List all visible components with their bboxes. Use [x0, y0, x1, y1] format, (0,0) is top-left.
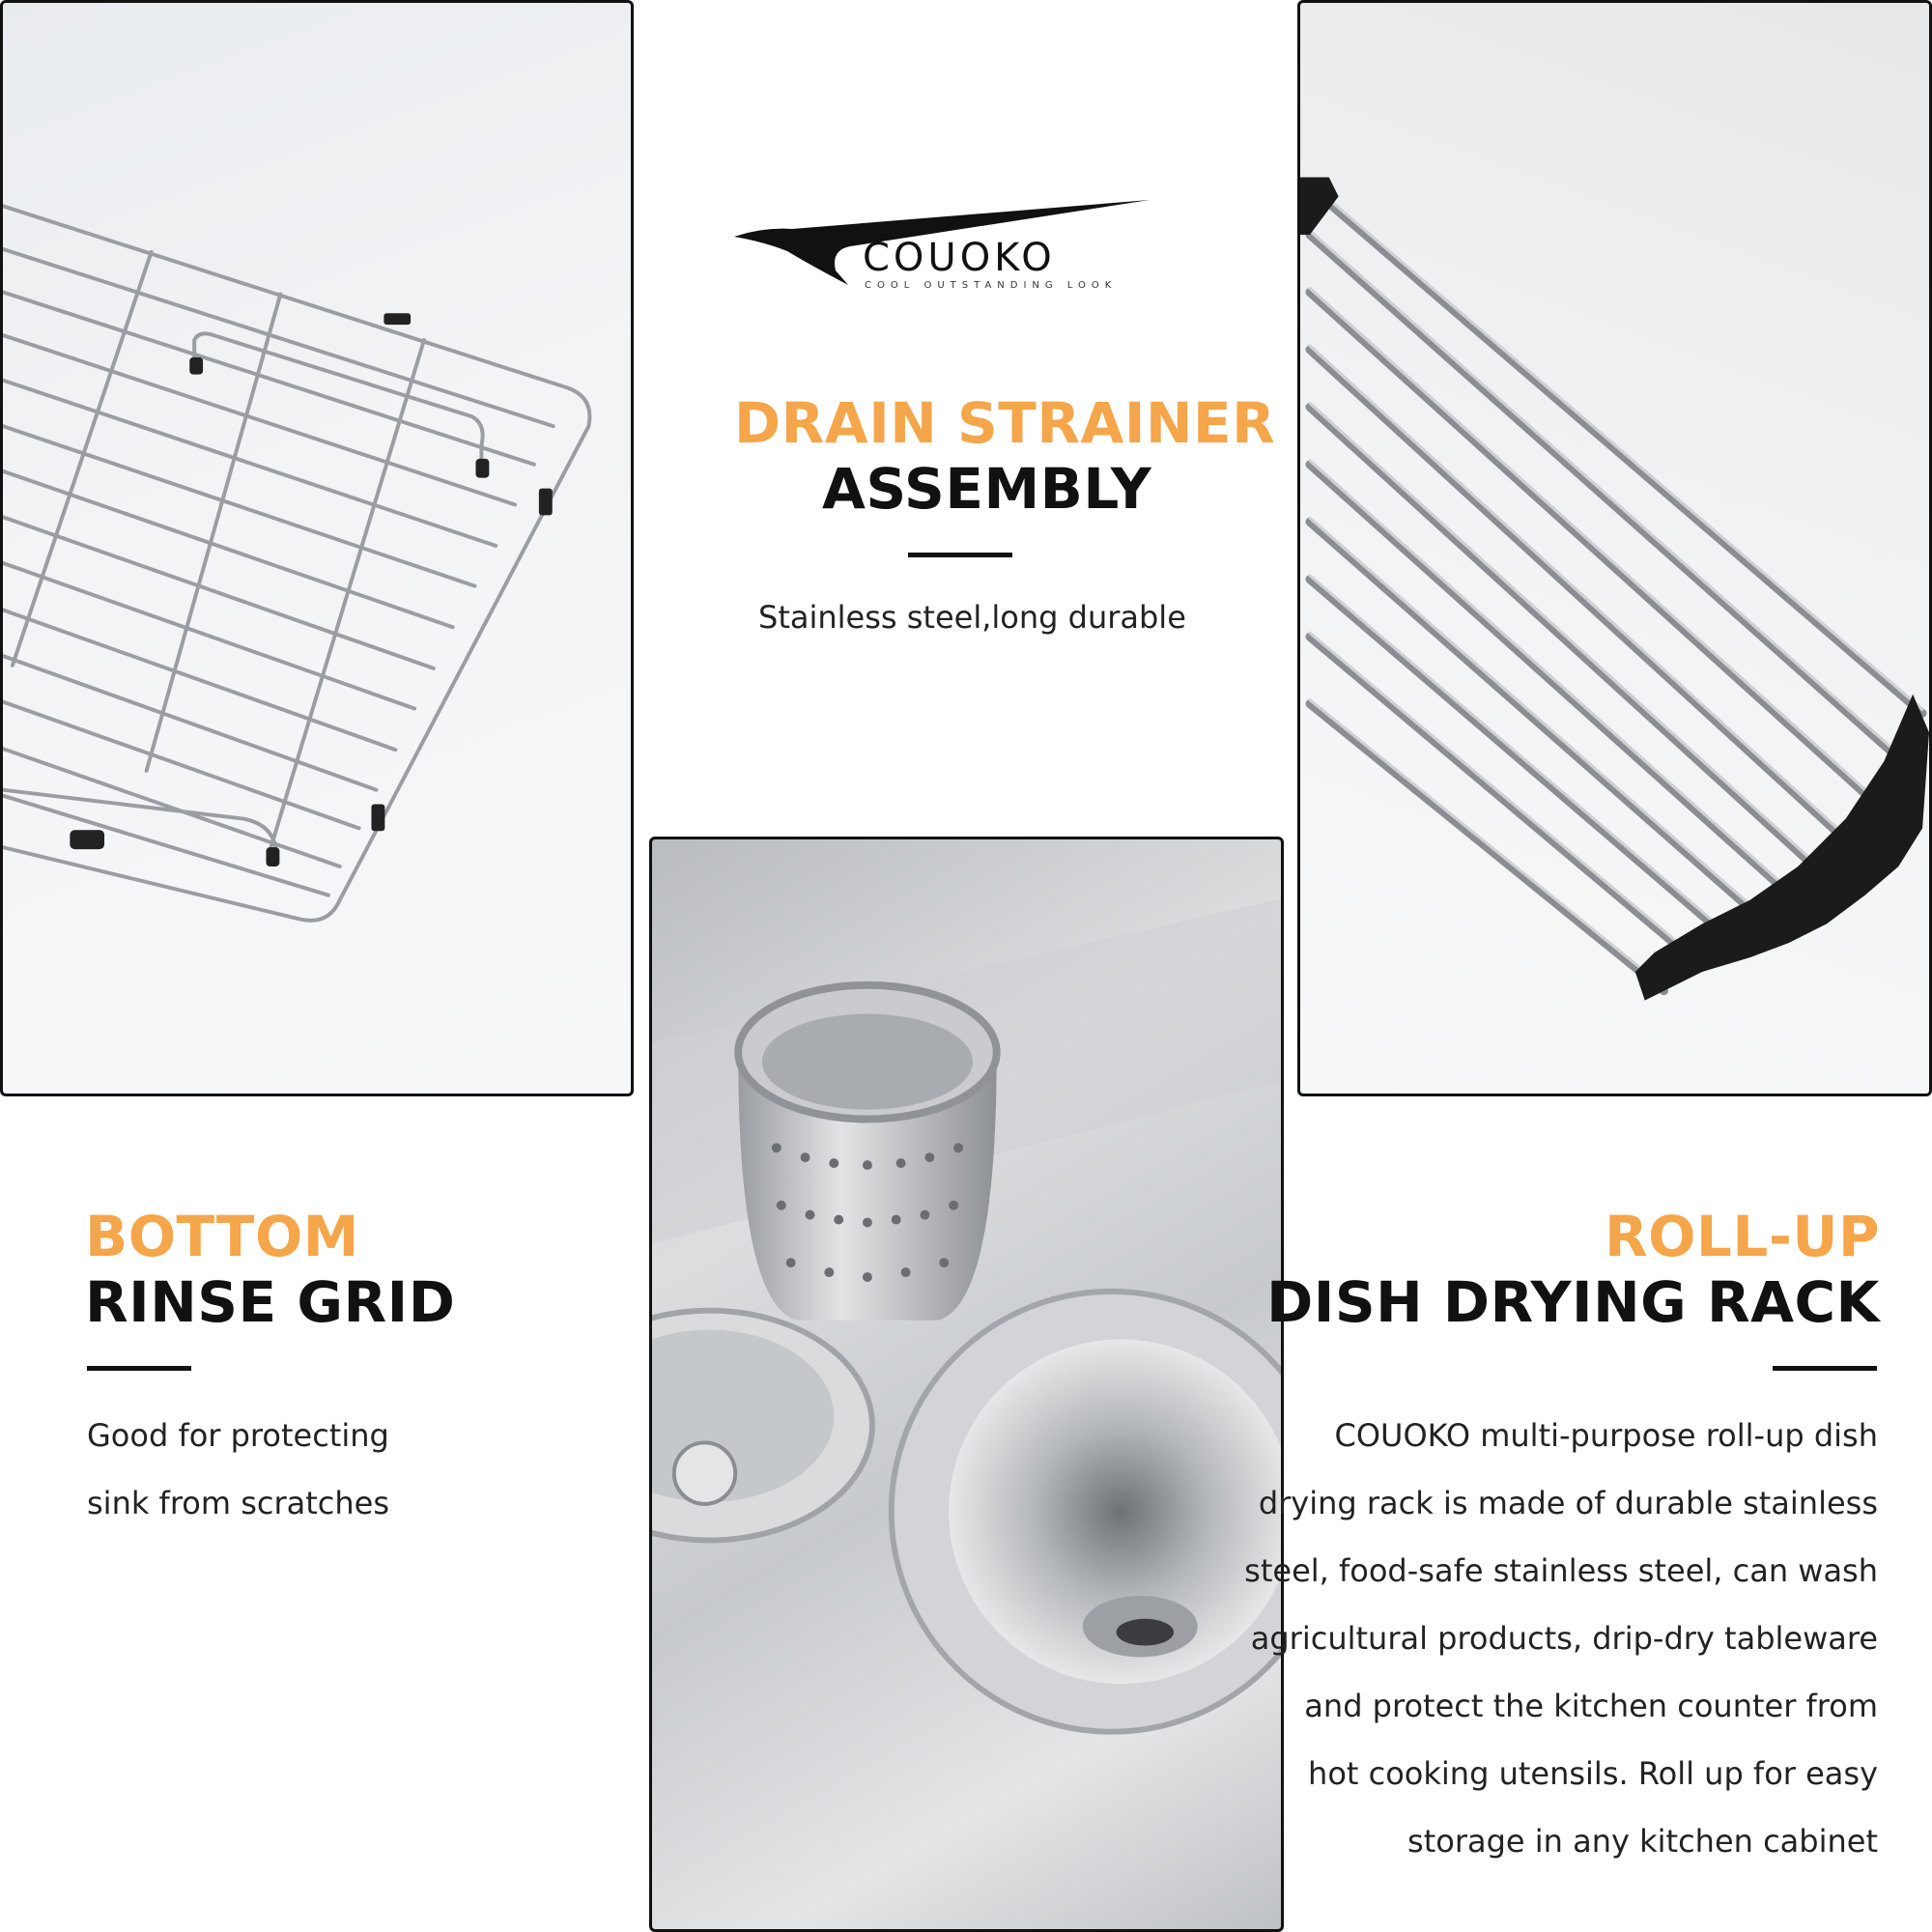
drying-rack-description-line: agricultural products, drip-dry tableware: [1250, 1620, 1878, 1657]
rinse-grid-illustration: [3, 3, 631, 1094]
brand-name: COUOKO: [863, 236, 1056, 280]
drying-rack-divider: [1773, 1366, 1877, 1371]
drying-rack-description-line: hot cooking utensils. Roll up for easy: [1308, 1755, 1878, 1792]
brand-tagline: COOL OUTSTANDING LOOK: [865, 280, 1118, 291]
rinse-grid-title-line2: RINSE GRID: [85, 1269, 456, 1335]
drying-rack-description-line: drying rack is made of durable stainless: [1258, 1485, 1878, 1521]
drain-strainer-illustration: [652, 839, 1281, 1929]
drain-strainer-title-line1: DRAIN STRAINER: [734, 390, 1276, 456]
rinse-grid-description-line: Good for protecting: [87, 1417, 389, 1454]
rinse-grid-description-line: sink from scratches: [87, 1485, 389, 1521]
drying-rack-description: [1244, 1402, 1878, 1875]
rinse-grid-title-line1: BOTTOM: [85, 1204, 359, 1269]
rinse-grid-photo: [0, 0, 634, 1096]
drying-rack-title-line1: ROLL-UP: [1604, 1204, 1880, 1269]
drying-rack-description-line: storage in any kitchen cabinet: [1407, 1823, 1878, 1860]
drying-rack-description-line: steel, food-safe stainless steel, can wash: [1244, 1552, 1878, 1589]
drying-rack-description-line: COUOKO multi-purpose roll-up dish: [1334, 1417, 1878, 1454]
drying-rack-title-line2: DISH DRYING RACK: [1266, 1269, 1880, 1335]
rinse-grid-divider: [87, 1366, 191, 1371]
drain-strainer-description: Stainless steel,long durable: [758, 599, 1186, 636]
drain-strainer-divider: [908, 553, 1012, 557]
drain-strainer-photo: [649, 837, 1284, 1932]
drying-rack-description-line: and protect the kitchen counter from: [1304, 1688, 1878, 1724]
drain-strainer-title-line2: ASSEMBLY: [822, 456, 1152, 522]
drying-rack-illustration: [1300, 3, 1929, 1094]
rinse-grid-description: [87, 1402, 389, 1537]
drying-rack-photo: [1297, 0, 1932, 1096]
